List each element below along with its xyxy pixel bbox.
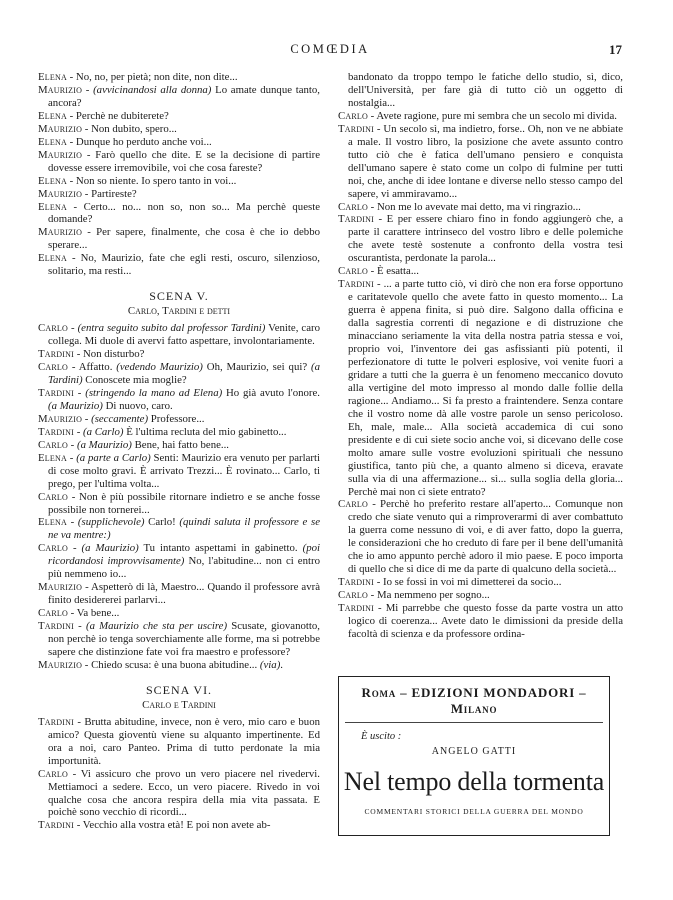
speaker-name: Tardini	[38, 425, 74, 438]
publisher-advertisement	[338, 676, 610, 836]
speaker-name: Elena	[38, 451, 67, 464]
speaker-name: Tardini	[38, 348, 74, 361]
dialogue-line	[338, 602, 623, 641]
line-text: bandonato da troppo tempo le fatiche dello studio, sì, dico, dell'Università, per fare già di tutto ciò un oggetto di nostalgia...	[348, 71, 623, 109]
speaker-name: Carlo	[38, 542, 68, 555]
line-text: Venite, caro collega. Mi duole di avervi fatto aspettare, involontariamente.	[48, 322, 320, 348]
line-text: Lo amate dunque tanto, ancora?	[48, 83, 320, 109]
stage-direction: (entra seguito subito dal professor Tardini)	[77, 322, 266, 335]
scene-vi-title: SCENA VI.	[145, 682, 213, 697]
dialogue-line	[38, 123, 320, 136]
line-text: -	[67, 542, 82, 555]
ad-dash: –	[579, 685, 587, 700]
line-text: - Farò quello che dite. E se la decisione di partire dovesse essere irremovibile, voi che cosa fareste?	[48, 148, 320, 174]
line-text: - E per essere chiaro fino in fondo aggiungerò che, a parte il carattere intrinseco del vostro libro e delle polemiche che avete testè sostenute a confronto della vostra tesi oscurantista, perdonate la parola...	[348, 213, 623, 265]
line-text: No, l'abitudine... non ci entro più nemmeno io...	[48, 555, 320, 581]
stage-direction: (seccamente)	[91, 412, 149, 425]
right-column	[338, 71, 623, 641]
dialogue-line	[338, 589, 623, 602]
scene-vi-characters: Carlo e Tardini	[142, 698, 216, 711]
speaker-name: Carlo	[38, 322, 68, 335]
dialogue-line	[38, 452, 320, 491]
dialogue-line	[38, 516, 320, 542]
stage-direction: (a Maurizio)	[81, 542, 139, 555]
dialogue-line	[38, 188, 320, 201]
line-text: È l'ultima recluta del mio gabinetto...	[123, 425, 287, 438]
dialogue-line	[38, 620, 320, 659]
speaker-name: Maurizio	[38, 226, 83, 239]
dialogue-block-a	[38, 71, 320, 278]
dialogue-line	[38, 361, 320, 387]
speaker-name: Carlo	[338, 498, 368, 511]
dialogue-line	[38, 71, 320, 84]
dialogue-line	[38, 387, 320, 413]
speaker-name: Tardini	[338, 602, 374, 615]
dialogue-line	[338, 110, 623, 123]
line-text: - Io se fossi in voi mi dimetterei da socio...	[374, 576, 562, 589]
speaker-name: Maurizio	[38, 148, 83, 161]
speaker-name: Carlo	[38, 361, 68, 374]
stage-direction: (a parte a Carlo)	[76, 451, 151, 464]
speaker-name: Elena	[38, 516, 67, 529]
stage-direction: (a Maurizio)	[76, 438, 132, 451]
speaker-name: Carlo	[38, 438, 68, 451]
dialogue-line	[38, 348, 320, 361]
ad-book-title: Nel tempo della tormenta	[343, 767, 605, 796]
speaker-name: Tardini	[38, 715, 74, 728]
line-text: - ... a parte tutto ciò, vi dirò che non era forse opportuno e caritatevole quello che avete fatto in questo momento... La guerra è appena finita, si può dire. Salgono dalla officina e dalla sagrestia correnti di negazione e di distruzione che minacciano seriamente la vita della nostra patria stessa e voi, proprio voi, l'inventore dei gas asfissianti più potenti, il perfezionatore di tutte le polveri esplosive, voi venite fuori a gridare a tutti che la guerra è un fenomeno meccanico dovuto alla vertigine del moto impresso al mondo dalle follie della ragione... Andiamo... Si fa presto a fraintendere. Senza contare che il vostro nome dà alle vostre parole un senso pericoloso. Eh, male, male... Alla società accademica di cui sono presidente e di cui siete socio anche voi, si dicevano delle cose molto amare sulle vostre evoluzioni spirituali che nessuno giustifica, tanto più che, a quanto almeno si diceva, eravate sulla via di una affermazione... sì... sulla soglia della gloria... Perchè mai non ci siete entrato?	[348, 278, 623, 498]
ad-city-left: Roma	[361, 685, 397, 700]
line-text: Di nuovo, caro.	[102, 399, 173, 412]
line-text: -	[74, 425, 83, 438]
speaker-name: Carlo	[338, 200, 368, 213]
dialogue-line	[338, 278, 623, 498]
dialogue-line	[38, 175, 320, 188]
dialogue-line	[38, 226, 320, 252]
speaker-name: Carlo	[38, 607, 68, 620]
line-text: - È esatta...	[367, 265, 419, 278]
line-text: - Non me lo avevate mai detto, ma vi ringrazio...	[367, 200, 581, 213]
magazine-title: COMŒDIA	[290, 42, 370, 56]
line-text: - Brutta abitudine, invece, non è vero, mio caro e buon amico? Questa gioventù viene su alquanto impertinente. Ed ora a noi, caro Panteo. Prima di tutto perdonate la mia importunità.	[48, 715, 320, 767]
stage-direction: (avvicinandosi alla donna)	[93, 83, 212, 96]
stage-direction: (a Tardini)	[48, 361, 321, 386]
line-text: -	[82, 412, 92, 425]
ad-publisher: EDIZIONI MONDADORI	[411, 685, 576, 700]
speaker-name: Tardini	[338, 122, 374, 135]
line-text: -	[74, 386, 86, 399]
ad-publisher-line	[345, 677, 603, 723]
ad-subtitle: COMMENTARI STORICI DELLA GUERRA DEL MONDO	[364, 807, 584, 816]
line-text: Senti: Maurizio era venuto per parlarti di cose molto gravi. È arrivato Trezzi... È rovinato... Carlo, ti prego, per l'ultima volta...	[48, 451, 320, 490]
speaker-name: Tardini	[38, 819, 74, 832]
line-text: Professore...	[148, 412, 205, 425]
speaker-name: Maurizio	[38, 83, 83, 96]
line-text: - Vi assicuro che provo un vero piacere nel rivedervi. Mettiamoci a sedere. Ecco, un vero piacere. Rivedo in voi qualche cosa che ancora respira della mia vita passata. E poichè sono vecchio di ricordi...	[48, 767, 320, 819]
dialogue-line	[338, 71, 623, 110]
line-text: - Per sapere, finalmente, che cosa è che io debbo sperare...	[48, 226, 320, 252]
dialogue-line	[38, 542, 320, 581]
stage-direction: (poi ricordandosi improvvisamente)	[48, 542, 320, 568]
dialogue-line	[38, 819, 320, 832]
speaker-name: Elena	[38, 109, 67, 122]
line-text: - Affatto.	[67, 361, 117, 374]
dialogue-line	[38, 607, 320, 620]
ad-dash: –	[400, 685, 412, 700]
line-text: -	[66, 516, 78, 529]
dialogue-block-c	[38, 716, 320, 833]
dialogue-line	[338, 213, 623, 265]
line-text: - Non dubito, spero...	[82, 122, 177, 135]
speaker-name: Maurizio	[38, 122, 83, 135]
line-text: - Ma nemmeno per sogno...	[367, 589, 490, 602]
left-column	[38, 71, 320, 832]
dialogue-block-d	[338, 71, 623, 641]
line-text: - Dunque ho perduto anche voi...	[66, 135, 212, 148]
dialogue-line	[338, 265, 623, 278]
line-text: -	[82, 83, 94, 96]
line-text: - Un secolo sì, ma indietro, forse.. Oh, non ve ne abbiate a male. Il vostro libro, la posizione che avete assunto contro tutto ciò che è fatica dell'umano pensiero e conquista dell'umano sapere è stato come un colpo di fulmine per tutti noi, che, anche di idee lontane e diverse nello stesso campo del sapere, vi ammiravamo...	[348, 122, 623, 200]
line-text: - Va bene...	[67, 607, 120, 620]
line-text: .	[280, 658, 283, 671]
line-text: Carlo!	[144, 516, 180, 529]
speaker-name: Carlo	[338, 109, 368, 122]
dialogue-line	[38, 252, 320, 278]
line-text: -	[67, 322, 78, 335]
speaker-name: Carlo	[38, 767, 68, 780]
dialogue-line	[38, 581, 320, 607]
line-text: -	[74, 620, 86, 633]
dialogue-line	[338, 201, 623, 214]
dialogue-line	[338, 498, 623, 576]
line-text: - Vecchio alla vostra età! E poi non avete ab-	[74, 819, 271, 832]
stage-direction: (via)	[259, 658, 281, 671]
line-text: - Avete ragione, pure mi sembra che un secolo mi divida.	[367, 109, 617, 122]
speaker-name: Elena	[38, 174, 67, 187]
dialogue-line	[338, 123, 623, 201]
line-text: -	[66, 451, 77, 464]
line-text: - Perchè ho preferito restare all'aperto... Comunque non credo che siate venuto qui a rimproverarmi di aver combattuto la guerra come nessuno di voi, e di aver fatto, dopo la guerra, le considerazioni che ho creduto di fare per il bene dell'umanità che io amo appunto perchè adoro il mio paese. E poco importa di quello che si dice di me da parte di qualcuno della società...	[348, 498, 623, 576]
dialogue-line	[338, 576, 623, 589]
line-text: Tu intanto aspettami in gabinetto.	[138, 542, 303, 555]
dialogue-line	[38, 439, 320, 452]
line-text: - Mi parrebbe che questo fosse da parte vostra un atto logico di coerenza... Avete dato le dimissioni da preside della facoltà di scienza e da professore ordina-	[348, 602, 623, 640]
line-text: - Non è più possibile ritornare indietro e se anche fosse possibile non tornerei...	[48, 490, 320, 516]
line-text: Conoscete mia moglie?	[82, 373, 187, 386]
line-text: - Certo... no... non so, non so... Ma perchè queste domande?	[48, 200, 320, 226]
line-text: - Perchè ne dubiterete?	[66, 109, 169, 122]
dialogue-line	[38, 491, 320, 517]
stage-direction: (a Maurizio che sta per uscire)	[85, 620, 228, 633]
speaker-name: Maurizio	[38, 187, 83, 200]
speaker-name: Carlo	[338, 265, 368, 278]
stage-direction: (supplichevole)	[77, 516, 145, 529]
line-text: - Aspetterò di là, Maestro... Quando il professore avrà finito desidererei parlarvi...	[48, 581, 320, 607]
speaker-name: Elena	[38, 135, 67, 148]
line-text: - Non so niente. Io spero tanto in voi...	[66, 174, 237, 187]
speaker-name: Tardini	[338, 576, 374, 589]
dialogue-line	[38, 659, 320, 672]
dialogue-line	[38, 149, 320, 175]
stage-direction: (vedendo Maurizio)	[116, 361, 203, 374]
speaker-name: Tardini	[338, 213, 374, 226]
speaker-name: Tardini	[338, 278, 374, 291]
stage-direction: (a Carlo)	[83, 425, 124, 438]
stage-direction: (stringendo la mano ad Elena)	[85, 386, 223, 399]
line-text: Scusate, giovanotto, non perchè io tenga soverchiamente alle forme, ma si potrebbe sapere che distinzione fate voi fra maestro e professore?	[48, 620, 320, 658]
dialogue-line	[38, 426, 320, 439]
line-text: Ho già avuto l'onore.	[222, 386, 321, 399]
speaker-name: Elena	[38, 71, 67, 83]
speaker-name: Elena	[38, 200, 67, 213]
dialogue-line	[38, 201, 320, 227]
speaker-name: Elena	[38, 252, 67, 265]
line-text: - No, Maurizio, fate che egli resti, oscuro, silenzioso, solitario, ma resti...	[48, 252, 320, 278]
stage-direction: (quindi saluta il professore e se ne va mentre:)	[48, 516, 320, 542]
stage-direction: (a Maurizio)	[48, 399, 103, 412]
line-text: Oh, Maurizio, sei qui?	[202, 361, 312, 374]
dialogue-line	[38, 716, 320, 768]
line-text: Bene, hai fatto bene...	[131, 438, 230, 451]
page-number: 17	[609, 42, 622, 57]
line-text: - Chiedo scusa: è una buona abitudine...	[82, 658, 260, 671]
scene-v-title: SCENA V.	[149, 289, 209, 304]
page-header	[38, 42, 622, 60]
line-text: - Partireste?	[82, 187, 137, 200]
dialogue-line	[38, 322, 320, 348]
ad-out-label: È uscito :	[361, 731, 402, 742]
line-text: - No, no, per pietà; non dite, non dite...	[66, 71, 238, 83]
dialogue-block-b	[38, 322, 320, 672]
dialogue-line	[38, 110, 320, 123]
speaker-name: Maurizio	[38, 581, 83, 594]
ad-city-right: Milano	[450, 701, 498, 716]
dialogue-line	[38, 413, 320, 426]
scene-v-characters: Carlo, Tardini e detti	[127, 305, 231, 318]
dialogue-line	[38, 84, 320, 110]
dialogue-line	[38, 768, 320, 820]
speaker-name: Maurizio	[38, 412, 83, 425]
dialogue-line	[38, 136, 320, 149]
ad-author: ANGELO GATTI	[431, 746, 517, 757]
speaker-name: Carlo	[38, 490, 68, 503]
speaker-name: Tardini	[38, 620, 74, 633]
line-text: -	[67, 438, 77, 451]
line-text: - Non disturbo?	[74, 348, 145, 361]
speaker-name: Carlo	[338, 589, 368, 602]
speaker-name: Tardini	[38, 386, 74, 399]
speaker-name: Maurizio	[38, 658, 83, 671]
